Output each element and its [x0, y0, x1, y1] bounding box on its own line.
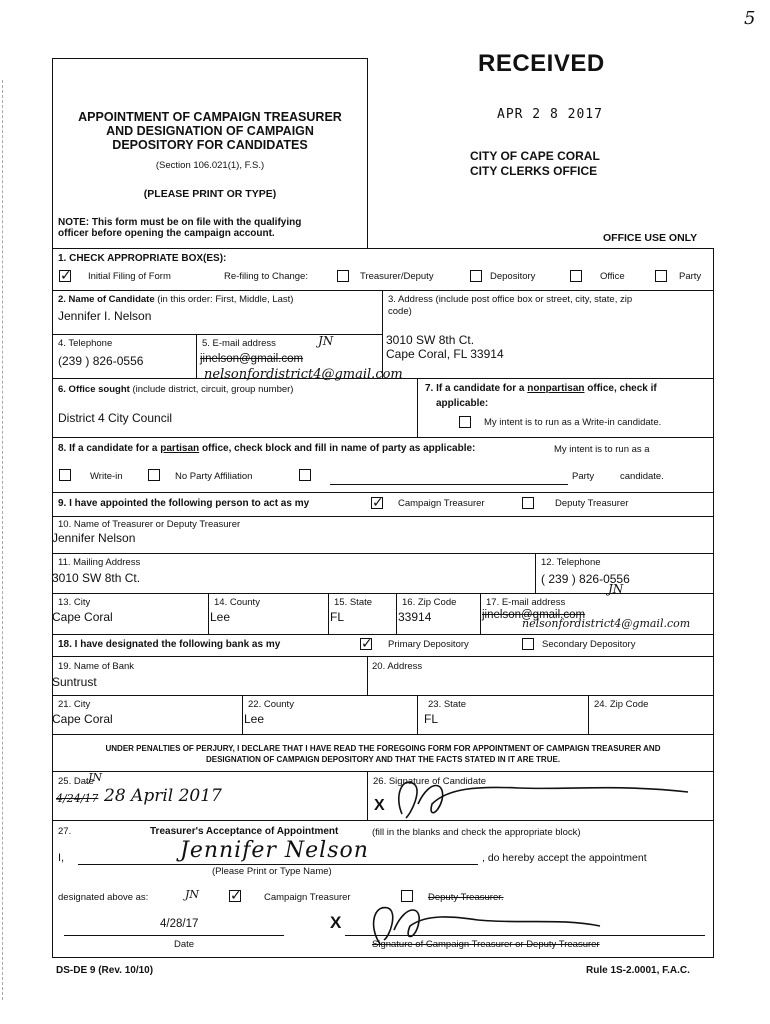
treasurer-email-crossed: jinelson@gmail.com — [482, 609, 586, 621]
telephone-label: 4. Telephone — [58, 338, 113, 349]
refiling-label: Re-filing to Change: — [224, 271, 308, 282]
party-change-label: Party — [679, 271, 702, 282]
party-checkbox[interactable] — [299, 469, 311, 481]
bank-address-label: 20. Address — [372, 661, 423, 672]
writein-checkbox[interactable] — [59, 469, 71, 481]
divider — [52, 734, 714, 735]
divider — [242, 695, 243, 734]
rule-reference: Rule 1S-2.0001, F.A.C. — [586, 965, 690, 976]
accept-deputy-treasurer-label: Deputy Treasurer. — [428, 892, 504, 903]
treasurer-name-field[interactable]: Jennifer Nelson — [52, 531, 136, 545]
treasurer-name-line — [78, 864, 478, 865]
received-date: APR 2 8 2017 — [497, 107, 603, 122]
initial-filing-label: Initial Filing of Form — [88, 271, 171, 282]
npa-checkbox[interactable] — [148, 469, 160, 481]
deputy-treasurer-label: Deputy Treasurer — [555, 498, 629, 509]
divider — [417, 695, 418, 734]
nonpartisan-writein-checkbox[interactable] — [459, 416, 471, 428]
treasurer-name-label: 10. Name of Treasurer or Deputy Treasurer — [58, 519, 241, 530]
secondary-depository-checkbox[interactable] — [522, 638, 534, 650]
divider — [52, 290, 714, 291]
nonpartisan-writein-label: My intent is to run as a Write-in candidate. — [484, 417, 662, 428]
nonpartisan-label: 7. If a candidate for a nonpartisan office, check if — [425, 383, 657, 394]
campaign-treasurer-checkbox[interactable] — [371, 497, 383, 509]
divider — [328, 593, 329, 634]
bank-state-label: 23. State — [428, 699, 467, 710]
bank-state-field[interactable]: FL — [424, 712, 439, 726]
divider — [52, 553, 714, 554]
divider — [52, 437, 714, 438]
zip-label: 16. Zip Code — [402, 597, 457, 608]
office-sought-field[interactable]: District 4 City Council — [58, 411, 173, 425]
party-change-checkbox[interactable] — [655, 270, 667, 282]
divider — [367, 771, 368, 820]
bank-name-field[interactable]: Suntrust — [52, 675, 97, 689]
divider — [367, 656, 368, 695]
candidate-signature[interactable] — [388, 774, 708, 824]
treasurer-address-field[interactable]: 3010 SW 8th Ct. — [52, 571, 141, 585]
bank-county-label: 22. County — [248, 699, 294, 710]
writein-label: Write-in — [90, 471, 123, 482]
accept-campaign-treasurer-checkbox[interactable] — [229, 890, 241, 902]
treasurer-email-label: 17. E-mail address — [486, 597, 566, 608]
divider — [588, 695, 589, 734]
candidate-name-label: 2. Name of Candidate (in this order: First, Middle, Last) — [58, 294, 294, 305]
date-label: 25. Date — [58, 776, 94, 787]
bank-zip-label: 24. Zip Code — [594, 699, 649, 710]
bank-city-field[interactable]: Cape Coral — [52, 712, 113, 726]
candidate-signature-mark: X — [374, 797, 385, 814]
date-field[interactable]: 28 April 2017 — [104, 786, 222, 806]
page-number-mark: 5 — [744, 8, 756, 29]
treasurer-accept-name[interactable]: Jennifer Nelson — [180, 838, 369, 863]
depository-change-label: Depository — [490, 271, 536, 282]
treasurer-email-initials: JN — [608, 582, 624, 596]
accept-appointment-text: , do hereby accept the appointment — [482, 852, 647, 864]
treasurer-telephone-field[interactable]: ( 239 ) 826-0556 — [541, 572, 630, 586]
divider — [208, 593, 209, 634]
treasurer-telephone-label: 12. Telephone — [541, 557, 601, 568]
applicable-label: applicable: — [436, 398, 489, 409]
clerk-office-stamp: CITY OF CAPE CORAL CITY CLERKS OFFICE — [470, 149, 600, 178]
candidate-signature-label: 26. Signature of Candidate — [373, 776, 487, 787]
candidate-address-field[interactable]: 3010 SW 8th Ct. Cape Coral, FL 33914 — [386, 333, 504, 361]
acceptance-label: Treasurer's Acceptance of Appointment — [150, 826, 339, 837]
scan-edge-marks — [2, 80, 4, 1000]
treasurer-email-handwritten[interactable]: nelsonfordistrict4@gmail.com — [522, 617, 691, 630]
section-1-label: 1. CHECK APPROPRIATE BOX(ES): — [58, 253, 227, 264]
divider — [535, 553, 536, 593]
treasurer-date-line — [64, 935, 284, 936]
form-number: DS-DE 9 (Rev. 10/10) — [56, 965, 154, 976]
treasurer-signature-label: Signature of Campaign Treasurer or Deputy Treasurer — [372, 939, 600, 950]
date-crossed: 4/24/17 — [56, 792, 99, 805]
divider — [52, 656, 714, 657]
print-instruction: (PLEASE PRINT OR TYPE) — [143, 188, 277, 200]
candidate-name-field[interactable]: Jennifer I. Nelson — [58, 309, 152, 323]
treasurer-change-label: Treasurer/Deputy — [360, 271, 434, 282]
secondary-depository-label: Secondary Depository — [542, 639, 636, 650]
office-change-label: Office — [600, 271, 625, 282]
primary-depository-checkbox[interactable] — [360, 638, 372, 650]
divider — [52, 695, 714, 696]
treasurer-county-field[interactable]: Lee — [210, 610, 231, 624]
email-initials: JN — [318, 334, 334, 348]
bank-name-label: 19. Name of Bank — [58, 661, 135, 672]
treasurer-signature[interactable] — [360, 896, 620, 948]
appointment-label: 9. I have appointed the following person to act as my — [58, 498, 310, 509]
partisan-intent-label: My intent is to run as a — [554, 444, 650, 455]
treasurer-city-field[interactable]: Cape Coral — [52, 610, 113, 624]
initial-filing-checkbox[interactable] — [59, 270, 71, 282]
candidate-telephone-field[interactable]: (239 ) 826-0556 — [58, 354, 144, 368]
acceptance-i: I, — [58, 852, 65, 864]
filing-note: NOTE: This form must be on file with the qualifying officer before opening the campaign account. — [58, 217, 302, 239]
depository-change-checkbox[interactable] — [470, 270, 482, 282]
state-label: 15. State — [334, 597, 373, 608]
candidate-label: candidate. — [620, 471, 664, 482]
address-label: 3. Address (include post office box or street, city, state, zip code) — [388, 294, 633, 317]
bank-county-field[interactable]: Lee — [244, 712, 265, 726]
office-change-checkbox[interactable] — [570, 270, 582, 282]
divider — [52, 771, 714, 772]
perjury-statement: UNDER PENALTIES OF PERJURY, I DECLARE THAT I HAVE READ THE FOREGOING FORM FOR APPOINTMENT OF CAMPAIGN TREASURER AND DESIGNATION OF CAMPAIGN DEPOSITORY AND THAT THE FACTS STATED IN IT ARE TRUE. — [105, 744, 661, 764]
divider — [52, 516, 714, 517]
divider — [396, 593, 397, 634]
divider — [417, 378, 418, 437]
campaign-treasurer-label: Campaign Treasurer — [398, 498, 485, 509]
treasurer-date-field[interactable]: 4/28/17 — [160, 918, 199, 930]
mailing-address-label: 11. Mailing Address — [58, 557, 141, 568]
bank-city-label: 21. City — [58, 699, 91, 710]
designated-label: designated above as: — [58, 892, 149, 903]
date-initials: JN — [88, 771, 103, 784]
acceptance-hint: (fill in the blanks and check the appropriate block) — [372, 827, 581, 838]
divider — [52, 492, 714, 493]
deputy-treasurer-checkbox[interactable] — [522, 497, 534, 509]
received-stamp: RECEIVED — [478, 50, 605, 77]
divider — [480, 593, 481, 634]
treasurer-state-field[interactable]: FL — [330, 610, 345, 624]
divider — [382, 290, 383, 378]
party-name-line[interactable] — [330, 484, 568, 485]
county-label: 14. County — [214, 597, 260, 608]
email-label: 5. E-mail address — [202, 338, 276, 349]
section-27-number: 27. — [58, 826, 72, 837]
office-sought-label: 6. Office sought (include district, circuit, group number) — [58, 384, 294, 395]
party-label: Party — [572, 471, 595, 482]
npa-label: No Party Affiliation — [175, 471, 253, 482]
treasurer-change-checkbox[interactable] — [337, 270, 349, 282]
primary-depository-label: Primary Depository — [388, 639, 469, 650]
office-use-label: OFFICE USE ONLY — [603, 232, 698, 244]
divider — [52, 634, 714, 635]
print-name-hint: (Please Print or Type Name) — [212, 866, 332, 877]
candidate-email-handwritten[interactable]: nelsonfordistrict4@gmail.com — [204, 367, 403, 382]
treasurer-date-label: Date — [174, 939, 195, 950]
treasurer-zip-field[interactable]: 33914 — [398, 610, 432, 624]
designated-initials: JN — [185, 888, 200, 901]
accept-campaign-treasurer-label: Campaign Treasurer — [264, 892, 351, 903]
form-title: APPOINTMENT OF CAMPAIGN TREASURER AND DESIGNATION OF CAMPAIGN DEPOSITORY FOR CANDIDATES — [78, 110, 342, 152]
city-label: 13. City — [58, 597, 91, 608]
divider — [196, 334, 197, 378]
candidate-email-crossed: jinelson@gmail.com — [200, 353, 304, 365]
bank-designation-label: 18. I have designated the following bank as my — [58, 639, 281, 650]
statute-reference: (Section 106.021(1), F.S.) — [155, 160, 265, 171]
treasurer-signature-mark: X — [330, 913, 342, 932]
partisan-label: 8. If a candidate for a partisan office, check block and fill in name of party as applicable: — [58, 443, 476, 454]
